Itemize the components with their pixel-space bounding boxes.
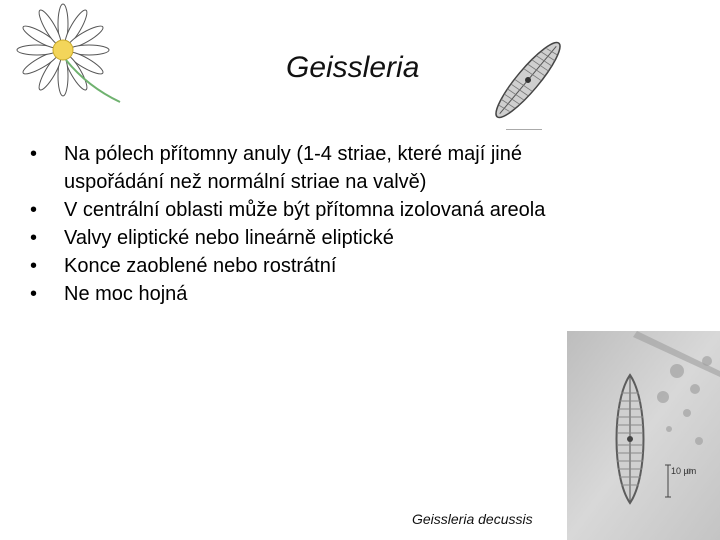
diatom-underline xyxy=(506,129,542,130)
bullet-list xyxy=(30,140,620,308)
diatom-illustration-icon xyxy=(476,28,580,132)
micrograph-photo xyxy=(567,331,720,540)
scale-bar-label: 10 µm xyxy=(671,466,697,476)
list-item: • Ne moc hojná xyxy=(30,280,620,308)
list-item: • Na pólech přítomny anuly (1-4 striae, které mají jiné uspořádání než normální striae na valvě) xyxy=(30,140,620,196)
bullet-icon: • xyxy=(30,227,38,249)
bullet-icon: • xyxy=(30,143,38,165)
list-item: • V centrální oblasti může být přítomna izolovaná areola xyxy=(30,196,620,224)
bullet-icon: • xyxy=(30,199,38,221)
list-item: • Konce zaoblené nebo rostrátní xyxy=(30,252,620,280)
list-item: • Valvy eliptické nebo lineárně eliptické xyxy=(30,224,620,252)
bullet-icon: • xyxy=(30,255,38,277)
bullet-icon: • xyxy=(30,283,38,305)
photo-caption: Geissleria decussis xyxy=(412,511,533,527)
slide-title: Geissleria xyxy=(286,51,420,84)
daisy-logo-icon xyxy=(8,2,126,110)
